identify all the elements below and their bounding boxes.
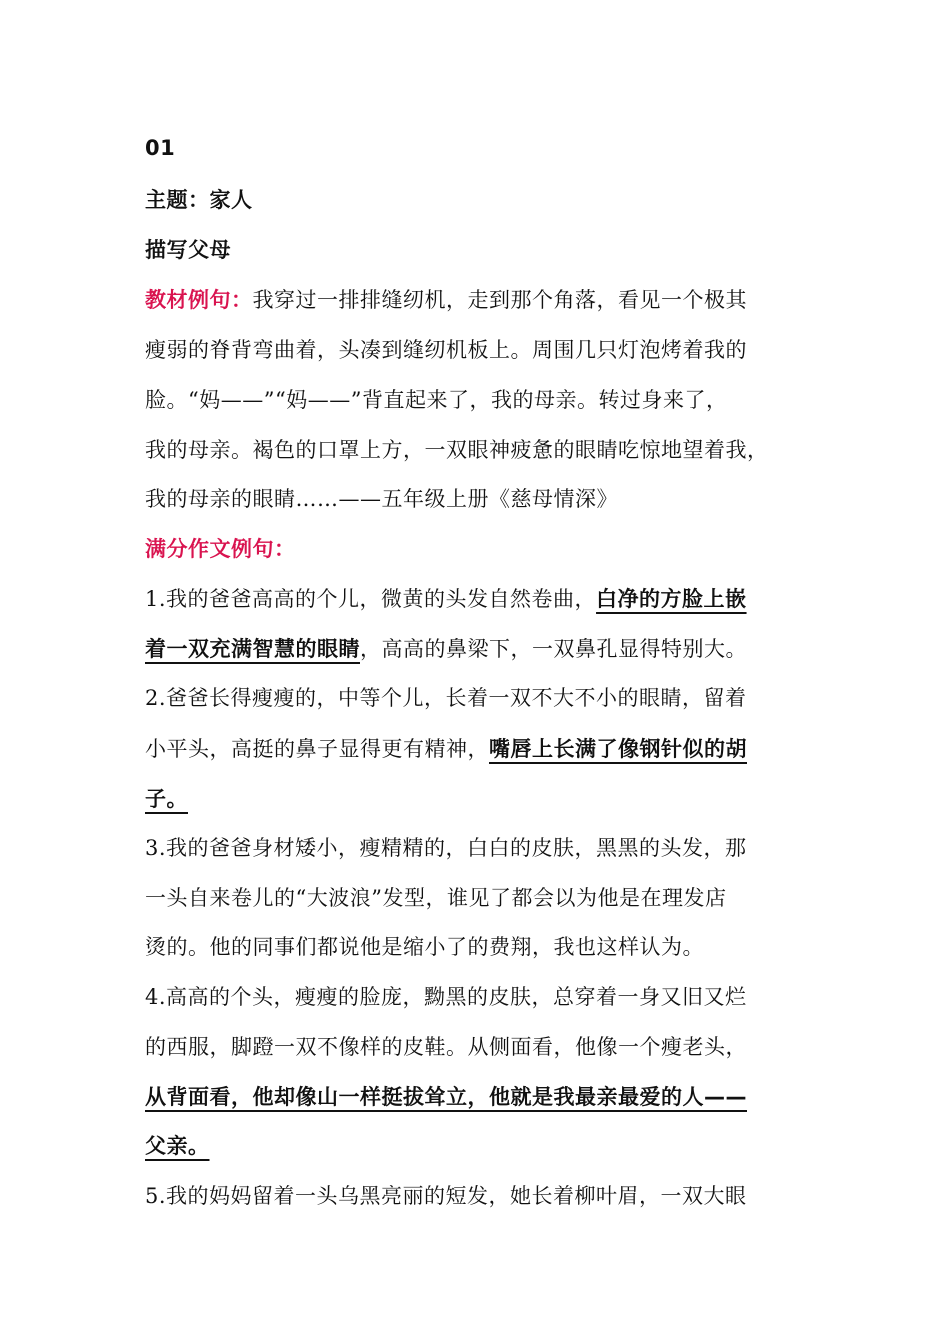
textbook-line-3: 脸。“妈——”“妈——”背直起来了，我的母亲。转过身来了，	[145, 388, 728, 412]
subtitle-heading: 描写父母	[145, 238, 231, 262]
item-1-highlight-a: 白净的方脸上嵌	[596, 587, 747, 611]
item-5-line-1: 5.我的妈妈留着一头乌黑亮丽的短发，她长着柳叶眉，一双大眼	[145, 1184, 747, 1208]
item-3-line-2: 一头自来卷儿的“大波浪”发型，谁见了都会以为他是在理发店	[145, 886, 727, 910]
item-2-text: 小平头，高挺的鼻子显得更有精神，	[145, 737, 489, 761]
item-4-line-3	[145, 1079, 815, 1115]
item-4-line-2: 的西服，脚蹬一双不像样的皮鞋。从侧面看，他像一个瘦老头，	[145, 1035, 747, 1059]
section-number: 01	[145, 136, 176, 160]
theme-heading: 主题：家人	[145, 188, 253, 212]
item-2-line-3	[145, 781, 815, 817]
item-2-line-2	[145, 731, 815, 767]
item-2-highlight-b: 子。	[145, 787, 188, 811]
item-1-text-b: ，高高的鼻梁下，一双鼻孔显得特别大。	[360, 637, 747, 661]
textbook-label: 教材例句：	[145, 288, 253, 312]
textbook-line-2: 瘦弱的脊背弯曲着，头凑到缝纫机板上。周围几只灯泡烤着我的	[145, 338, 747, 362]
item-4-highlight-b: 父亲。	[145, 1134, 210, 1158]
textbook-line-4: 我的母亲。褐色的口罩上方，一双眼神疲惫的眼睛吃惊地望着我，	[145, 438, 769, 462]
item-2-highlight-a: 嘴唇上长满了像钢针似的胡	[489, 737, 747, 761]
fullscore-label: 满分作文例句：	[145, 537, 296, 561]
item-4-line-1: 4.高高的个头，瘦瘦的脸庞，黝黑的皮肤，总穿着一身又旧又烂	[145, 985, 747, 1009]
item-1-line-1	[145, 581, 815, 617]
item-1-text-a: 1.我的爸爸高高的个儿，微黄的头发自然卷曲，	[145, 587, 597, 611]
textbook-line-1	[145, 282, 815, 318]
item-3-line-3: 烫的。他的同事们都说他是缩小了的费翔，我也这样认为。	[145, 935, 704, 959]
textbook-line-5: 我的母亲的眼睛……——五年级上册《慈母情深》	[145, 487, 618, 511]
item-2-line-1: 2.爸爸长得瘦瘦的，中等个儿，长着一双不大不小的眼睛，留着	[145, 686, 747, 710]
item-4-line-4	[145, 1128, 815, 1164]
item-1-highlight-b: 着一双充满智慧的眼睛	[145, 637, 360, 661]
item-4-highlight-a: 从背面看，他却像山一样挺拔耸立，他就是我最亲最爱的人——	[145, 1085, 747, 1109]
textbook-text-1: 我穿过一排排缝纫机，走到那个角落，看见一个极其	[252, 288, 747, 312]
item-1-line-2	[145, 631, 815, 667]
item-3-line-1: 3.我的爸爸身材矮小，瘦精精的，白白的皮肤，黑黑的头发，那	[145, 836, 747, 860]
